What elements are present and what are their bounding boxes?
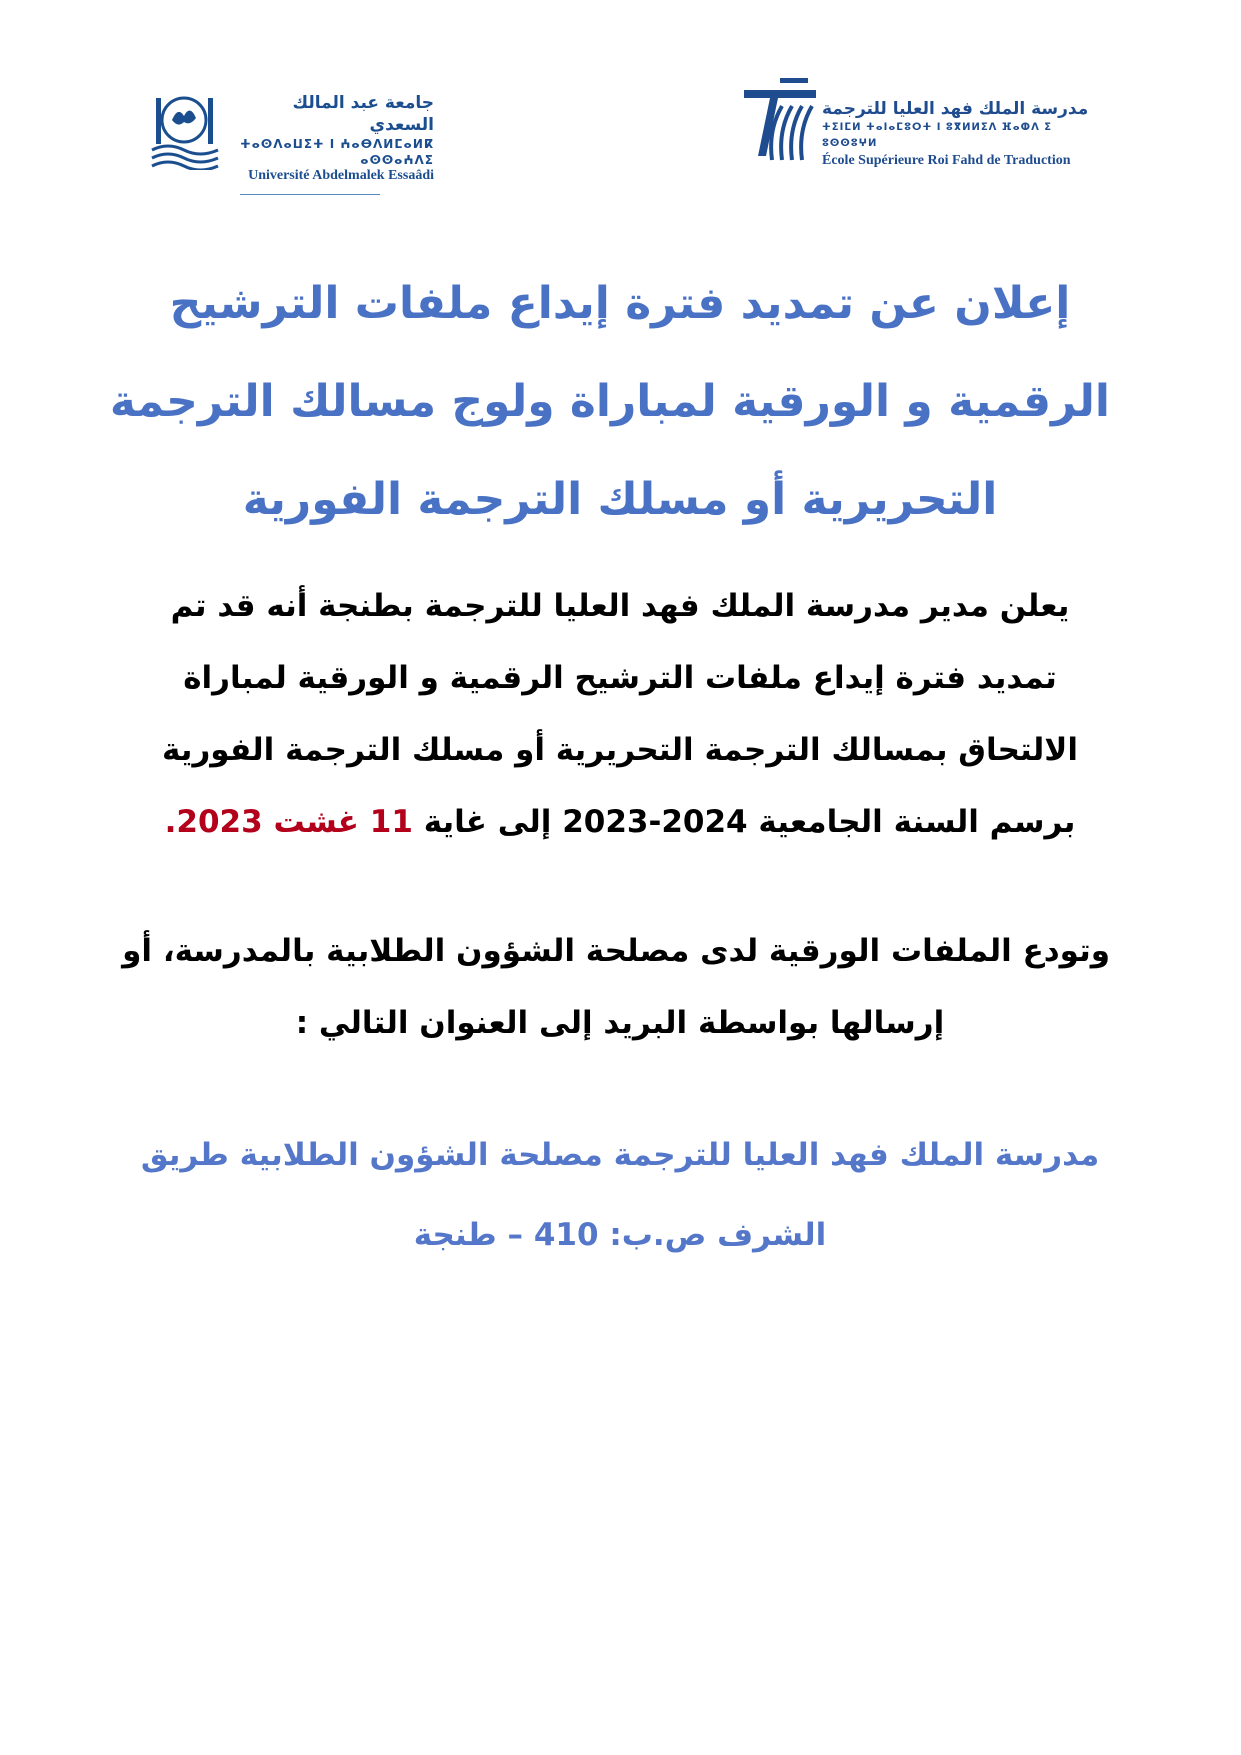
instructions-line-1: وتودع الملفات الورقية لدى مصلحة الشؤون الطلابية بالمدرسة، أو: [122, 933, 1110, 969]
address-line-1: مدرسة الملك فهد العليا للترجمة مصلحة الشؤون الطلابية طريق: [140, 1137, 1100, 1173]
uae-arabic-name: جامعة عبد المالك السعدي: [292, 93, 434, 135]
uae-logo: [150, 90, 440, 190]
address-line-2: الشرف ص.ب: 410 – طنجة: [413, 1217, 827, 1253]
deadline-period: .: [164, 804, 177, 840]
esrft-french-name: École Supérieure Roi Fahd de Traduction: [822, 153, 1071, 168]
school-mark-icon: [740, 76, 820, 176]
announcement-body: [130, 570, 1110, 858]
body-line-4: [130, 786, 1110, 858]
title-line-1: إعلان عن تمديد فترة إيداع ملفات الترشيح: [169, 278, 1071, 329]
submission-instructions: [122, 915, 1110, 1059]
body-line-1: يعلن مدير مدرسة الملك فهد العليا للترجمة بطنجة أنه قد تم: [170, 588, 1070, 624]
title-line-2: الرقمية و الورقية لمباراة ولوج مسالك الترجمة: [109, 376, 1110, 427]
body-line-4-prefix: برسم السنة الجامعية 2024-2023 إلى غاية: [412, 804, 1076, 840]
uae-french-name: Université Abdelmalek Essaâdi: [248, 168, 434, 183]
body-line-3: الالتحاق بمسالك الترجمة التحريرية أو مسلك الترجمة الفورية: [162, 732, 1078, 768]
esrft-arabic-name: مدرسة الملك فهد العليا للترجمة: [822, 99, 1089, 119]
uae-tifinagh-name: ⵜⴰⵙⴷⴰⵡⵉⵜ ⵏ ⵄⴰⴱⴷⵍⵎⴰⵍⴽ ⴰⵙⵙⴰⵄⴷⵉ: [240, 137, 434, 167]
header: [0, 70, 1241, 190]
logo-underline: [240, 194, 380, 195]
university-emblem-icon: [150, 90, 222, 170]
title-line-3: التحريرية أو مسلك الترجمة الفورية: [242, 474, 998, 525]
instructions-line-2: إرسالها بواسطة البريد إلى العنوان التالي :: [295, 1005, 945, 1041]
body-line-2: تمديد فترة إيداع ملفات الترشيح الرقمية و الورقية لمباراة: [183, 660, 1057, 696]
announcement-title: [109, 255, 1110, 549]
deadline-date: 11 غشت 2023: [176, 804, 413, 840]
esrft-logo: [740, 76, 1120, 186]
mailing-address: [130, 1115, 1110, 1275]
esrft-tifinagh-name: ⵜⵉⵏⵎⵍ ⵜⴰⵏⴰⵎⵓⵔⵜ ⵏ ⵓⴳⵍⵍⵉⴷ ⴼⴰⵀⴷ ⵉ ⵓⵙⵙⵓⵖⵍ: [822, 122, 1053, 149]
